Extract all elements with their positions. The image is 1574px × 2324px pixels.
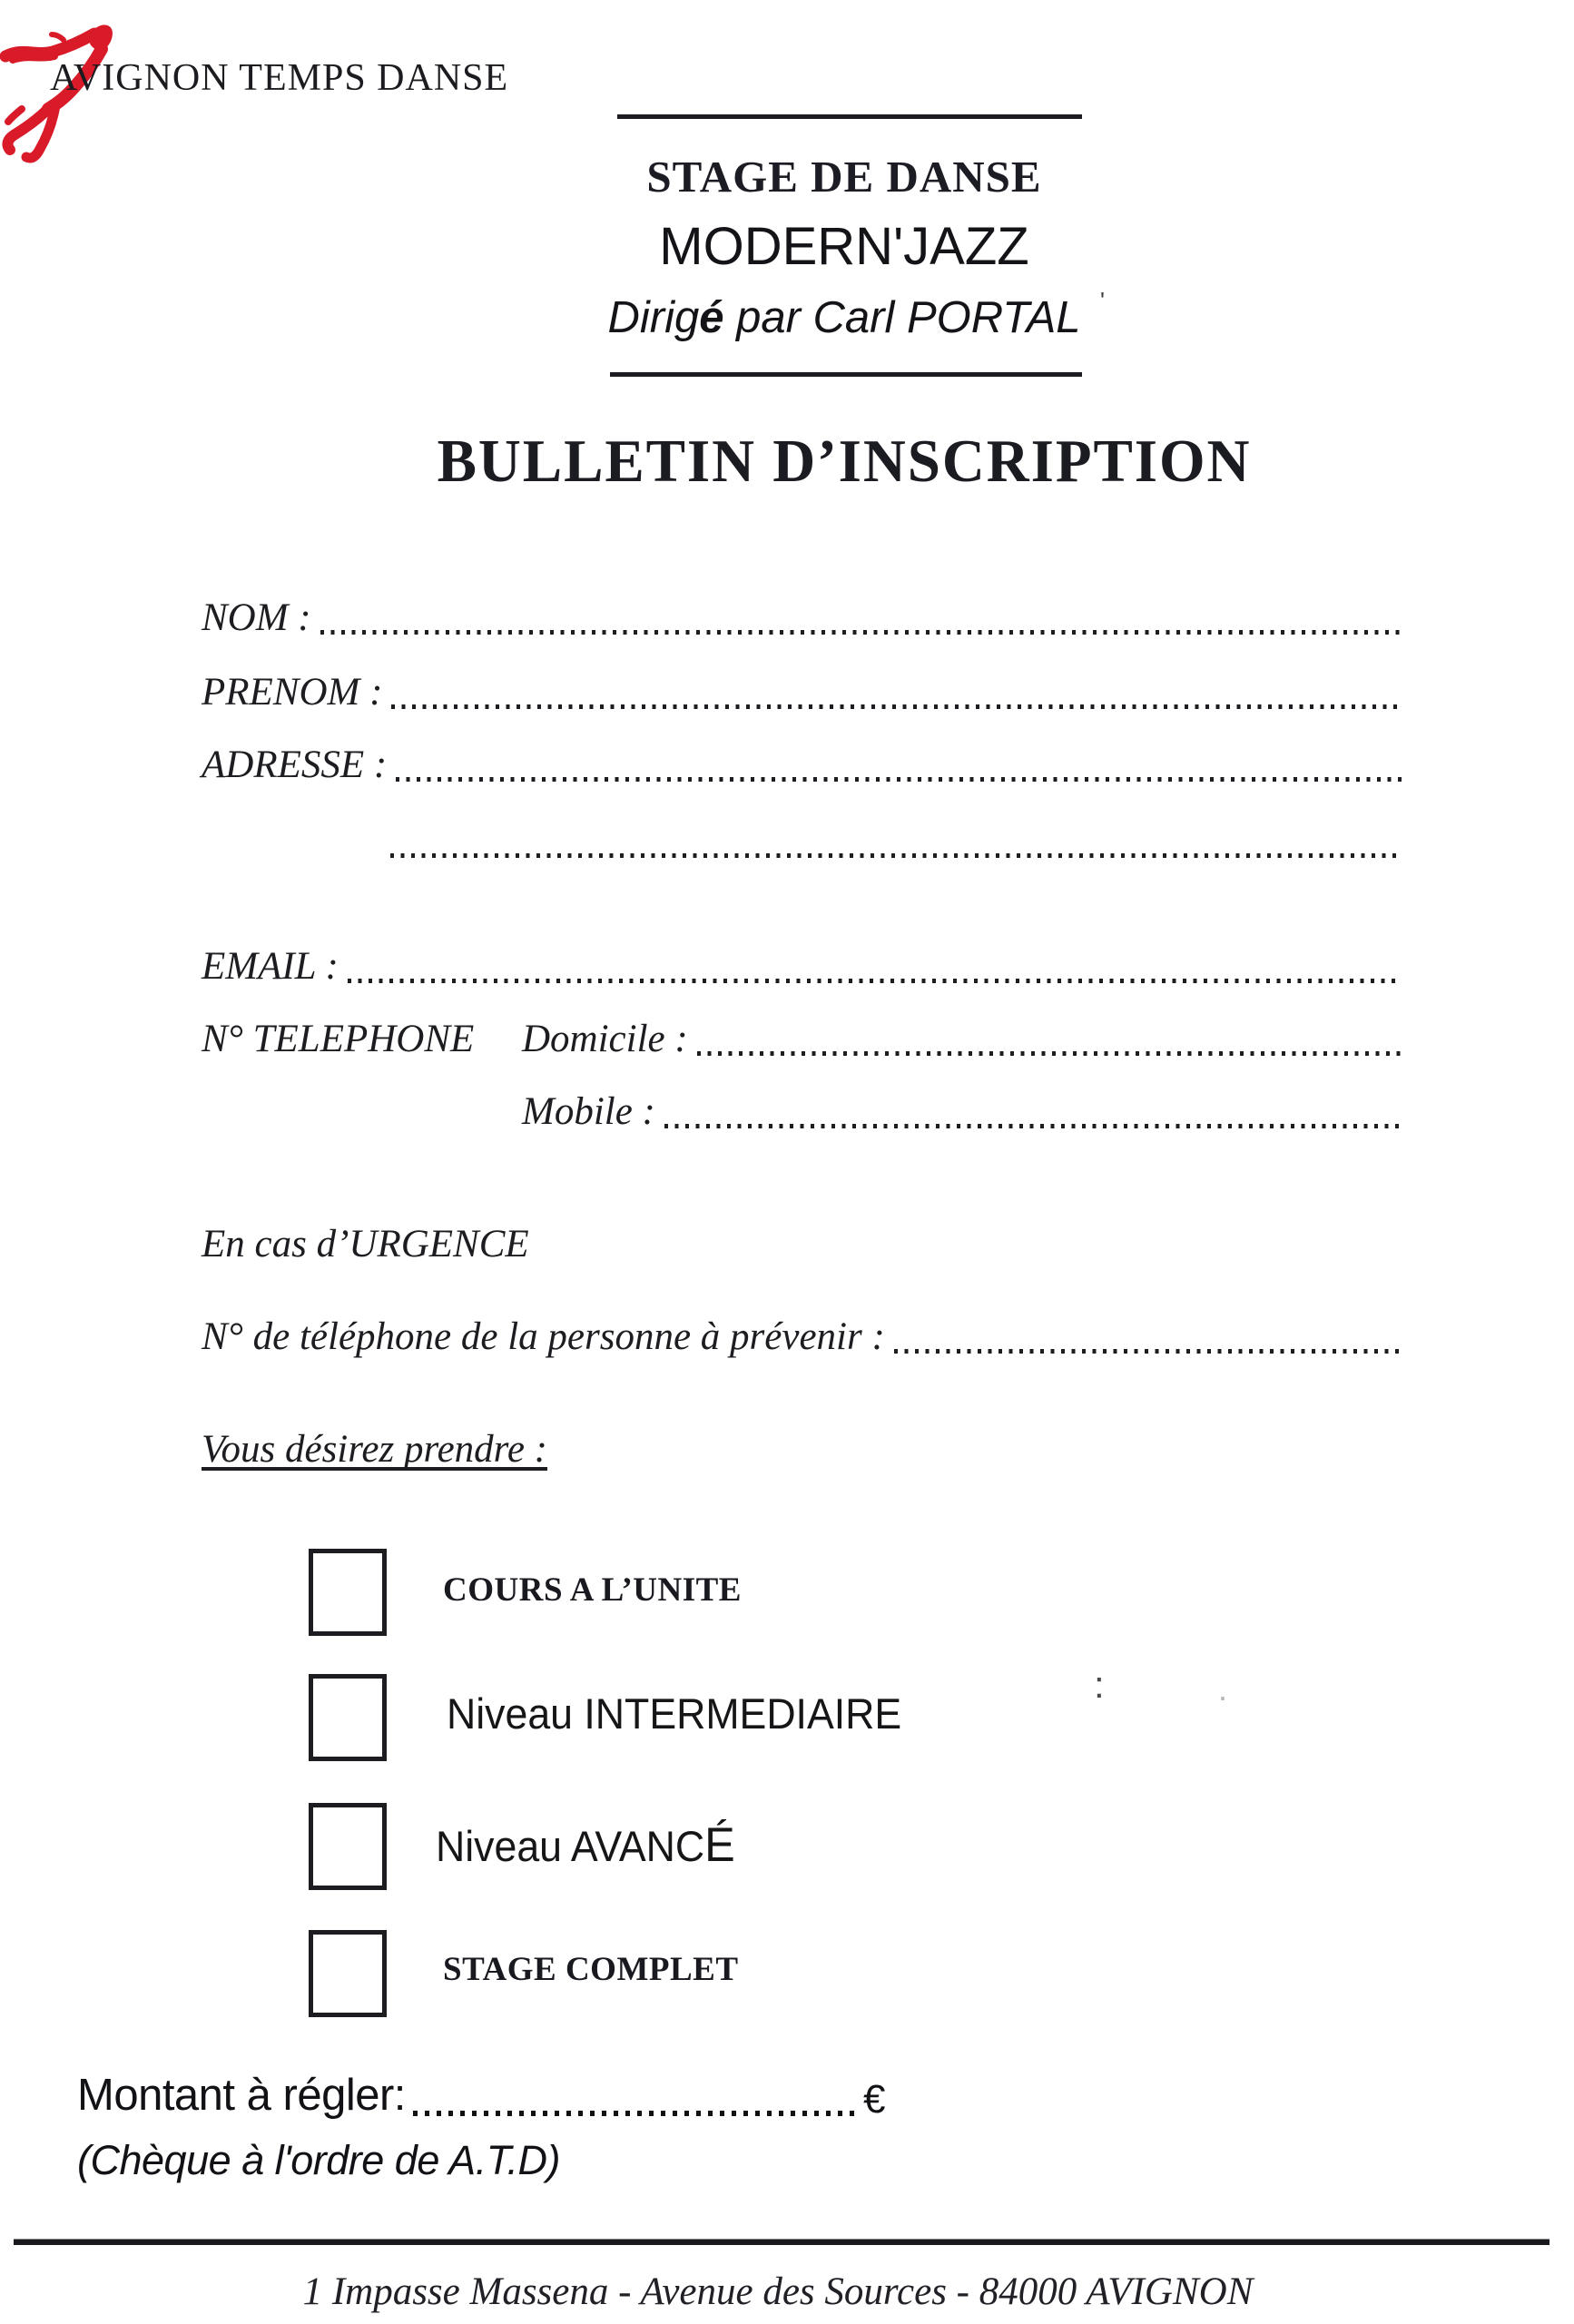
scan-artifact-colon: : [1094, 1663, 1105, 1706]
amount-label: Montant à régler: [77, 2071, 406, 2120]
checkbox-niveau-intermediaire[interactable] [309, 1674, 387, 1761]
scan-artifact-dot: . [1218, 1670, 1228, 1708]
mobile-dotted-line [664, 1124, 1402, 1128]
checkbox-stage-complet[interactable] [309, 1930, 387, 2017]
domicile-dotted-line [697, 1051, 1402, 1056]
email-label: EMAIL : [202, 945, 339, 988]
choices-heading [202, 1427, 547, 1471]
field-row-nom [202, 596, 1405, 639]
adresse-dotted-line [396, 777, 1402, 782]
directed-by-line [454, 292, 1235, 343]
directed-by-suffix: par Carl PORTAL [723, 293, 1081, 342]
field-row-urgence-contact [202, 1315, 1405, 1358]
footer-address: 1 Impasse Massena - Avenue des Sources - 84000 AVIGNON [302, 2270, 1254, 2313]
workshop-style: MODERN'JAZZ [659, 217, 1029, 276]
urgence-contact-label: N° de téléphone de la personne à prévenir : [202, 1315, 885, 1358]
form-title: BULLETIN D’INSCRIPTION [437, 428, 1252, 495]
amount-dotted-line [413, 2111, 861, 2116]
field-row-mobile [522, 1089, 1405, 1133]
option-label-cours-unite: COURS A L’UNITE [443, 1571, 742, 1609]
adresse-dotted-line-2 [390, 853, 1402, 858]
directed-by-accent: é [699, 293, 724, 342]
field-row-adresse-continued [381, 819, 1405, 862]
urgence-contact-dotted-line [894, 1349, 1402, 1354]
prenom-dotted-line [391, 704, 1402, 709]
org-name: AVIGNON TEMPS DANSE [50, 57, 509, 99]
option-label-niveau-intermediaire: Niveau INTERMEDIAIRE [447, 1689, 902, 1738]
nom-label: NOM : [202, 596, 311, 639]
checkbox-cours-unite[interactable] [309, 1549, 387, 1636]
payment-row [77, 2070, 885, 2122]
workshop-title: STAGE DE DANSE [646, 152, 1042, 202]
domicile-label: Domicile : [522, 1018, 688, 1060]
title-rule-bottom [610, 372, 1082, 377]
field-row-telephone-domicile [202, 1017, 1405, 1060]
title-rule-top [617, 114, 1082, 119]
choices-heading-label: Vous désirez prendre : [202, 1428, 547, 1471]
cheque-note: (Chèque à l'ordre de A.T.D) [77, 2137, 561, 2183]
telephone-label: N° TELEPHONE [202, 1018, 475, 1060]
field-row-email [202, 944, 1405, 988]
nom-dotted-line [320, 630, 1402, 635]
field-row-prenom [202, 670, 1405, 714]
footer-rule [14, 2239, 1549, 2245]
option-label-stage-complet: STAGE COMPLET [443, 1951, 739, 1988]
niveau-avance-prefix: Niveau AVANC [436, 1822, 705, 1870]
prenom-label: PRENOM : [202, 671, 383, 714]
urgence-heading [202, 1222, 529, 1265]
option-label-niveau-avance [436, 1817, 735, 1873]
directed-by-prefix: Dirig [607, 293, 700, 342]
euro-symbol: € [863, 2077, 885, 2122]
urgence-heading-label: En cas d’URGENCE [202, 1223, 529, 1265]
adresse-label: ADRESSE : [202, 743, 388, 786]
field-row-adresse [202, 743, 1405, 786]
email-dotted-line [348, 979, 1402, 983]
mobile-label: Mobile : [522, 1090, 655, 1133]
checkbox-niveau-avance[interactable] [309, 1803, 387, 1890]
scan-artifact-apostrophe: ' [1100, 287, 1105, 314]
niveau-avance-accent: É [704, 1818, 735, 1872]
